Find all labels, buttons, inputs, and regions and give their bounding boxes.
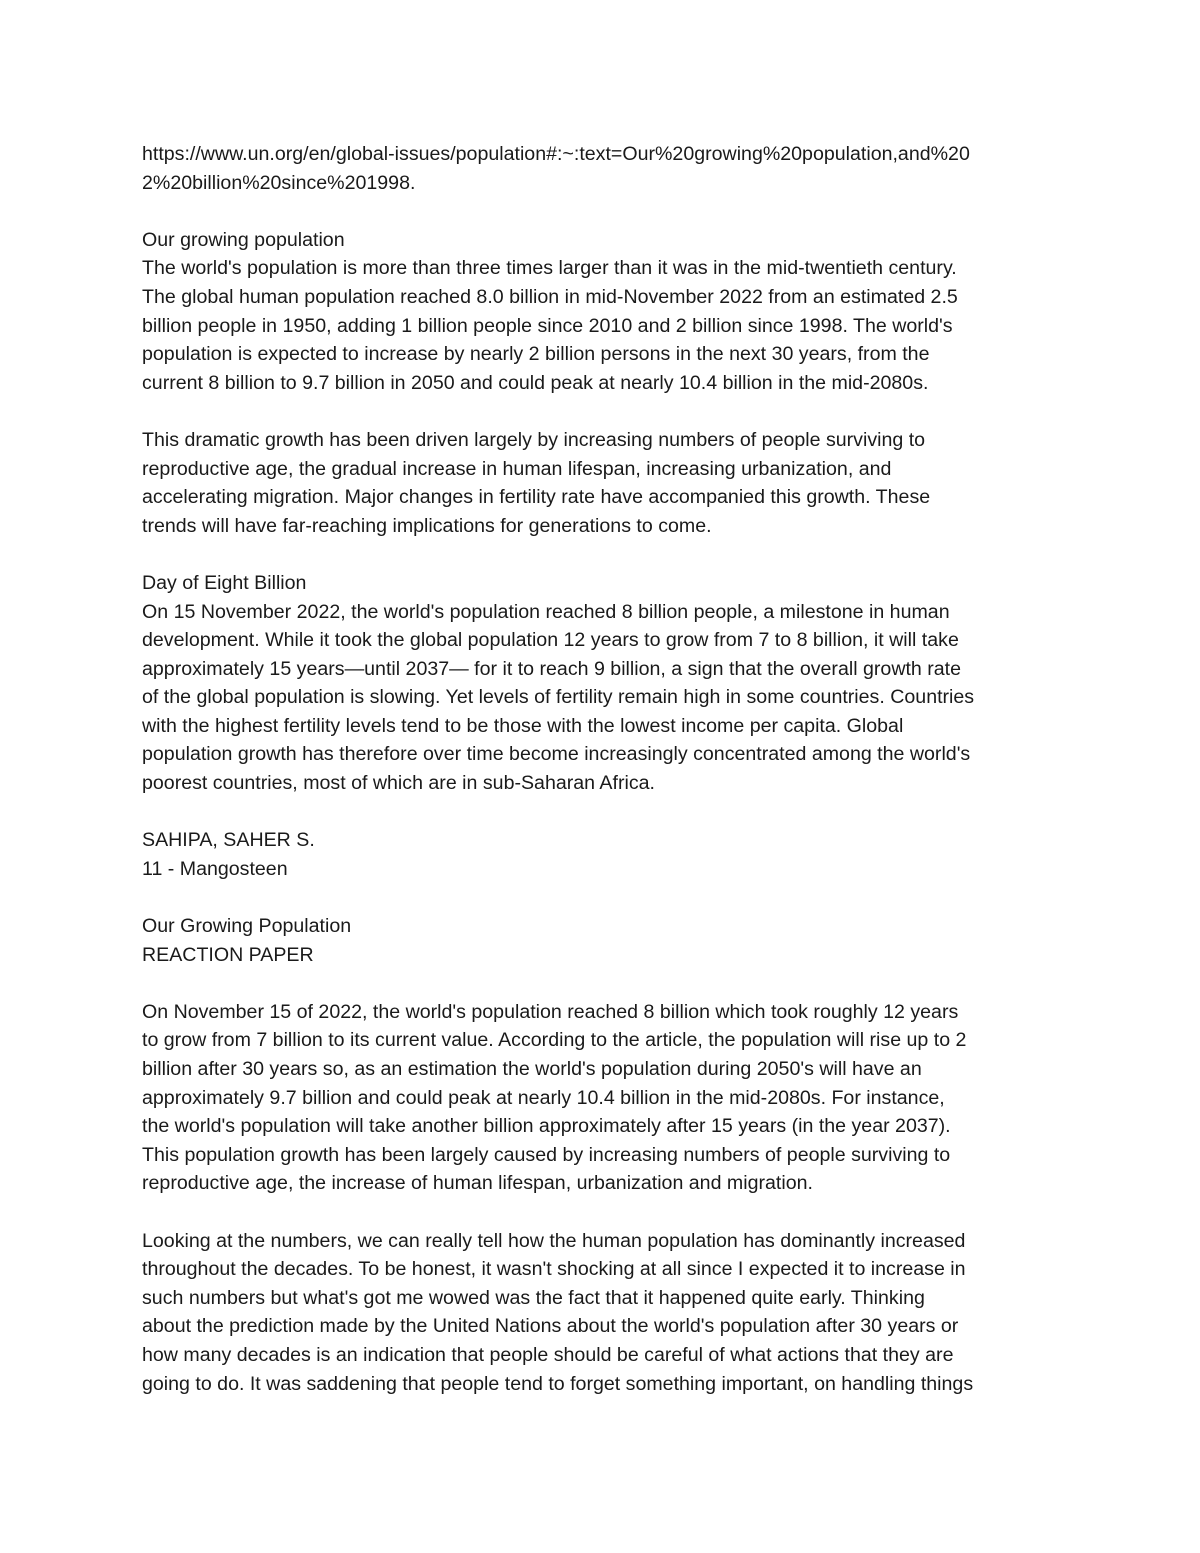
paragraph-gap xyxy=(142,397,1072,426)
text-line: On 15 November 2022, the world's population reached 8 billion people, a milestone in human xyxy=(142,600,950,623)
document-page xyxy=(142,140,1072,1398)
paragraph xyxy=(142,254,1072,397)
paragraph xyxy=(142,598,1072,798)
text-line: approximately 9.7 billion and could peak at nearly 10.4 billion in the mid-2080s. For instance, xyxy=(142,1086,945,1109)
author-section: 11 - Mangosteen xyxy=(142,857,288,880)
text-line: current 8 billion to 9.7 billion in 2050 and could peak at nearly 10.4 billion in the mid-2080s. xyxy=(142,371,929,394)
source-url-link[interactable] xyxy=(142,140,1072,197)
section-heading: Day of Eight Billion xyxy=(142,571,307,594)
section-heading: Our growing population xyxy=(142,228,345,251)
text-line: The global human population reached 8.0 billion in mid-November 2022 from an estimated 2.5 xyxy=(142,285,958,308)
paper-title: Our Growing Population xyxy=(142,915,352,938)
text-line: throughout the decades. To be honest, it wasn't shocking at all since I expected it to increase in xyxy=(142,1258,966,1281)
source-url-line: 2%20billion%20since%201998. xyxy=(142,171,416,194)
text-line: Looking at the numbers, we can really tell how the human population has dominantly increased xyxy=(142,1229,966,1252)
text-line: poorest countries, most of which are in sub-Saharan Africa. xyxy=(142,772,655,795)
text-line: This dramatic growth has been driven largely by increasing numbers of people surviving to xyxy=(142,428,926,451)
text-line: billion after 30 years so, as an estimation the world's population during 2050's will have an xyxy=(142,1058,922,1080)
text-line: the world's population will take another billion approximately after 15 years (in the year 2037). xyxy=(142,1115,951,1138)
text-line: reproductive age, the increase of human lifespan, urbanization and migration. xyxy=(142,1172,813,1195)
paragraph xyxy=(142,426,1072,540)
text-line: how many decades is an indication that people should be careful of what actions that they are xyxy=(142,1343,954,1366)
text-line: The world's population is more than three times larger than it was in the mid-twentieth century. xyxy=(142,257,957,280)
text-line: such numbers but what's got me wowed was the fact that it happened quite early. Thinking xyxy=(142,1286,925,1309)
paragraph-gap xyxy=(142,197,1072,226)
text-line: trends will have far-reaching implications for generations to come. xyxy=(142,514,712,537)
text-line: approximately 15 years—until 2037— for it to reach 9 billion, a sign that the overall growth rate xyxy=(142,657,962,680)
source-url-line: https://www.un.org/en/global-issues/population#:~:text=Our%20growing%20population,and%20 xyxy=(142,143,970,165)
paragraph-gap xyxy=(142,969,1072,998)
paragraph xyxy=(142,1227,1072,1399)
text-line: population growth has therefore over time become increasingly concentrated among the world's xyxy=(142,743,971,766)
text-line: with the highest fertility levels tend to be those with the lowest income per capita. Global xyxy=(142,714,904,737)
text-line: development. While it took the global population 12 years to grow from 7 to 8 billion, it will take xyxy=(142,629,959,652)
text-line: reproductive age, the gradual increase in human lifespan, increasing urbanization, and xyxy=(142,457,892,480)
text-line: This population growth has been largely caused by increasing numbers of people surviving to xyxy=(142,1143,951,1166)
text-line: going to do. It was saddening that people tend to forget something important, on handling things xyxy=(142,1372,974,1395)
paragraph-gap xyxy=(142,883,1072,912)
paragraph-gap xyxy=(142,540,1072,569)
text-line: accelerating migration. Major changes in fertility rate have accompanied this growth. These xyxy=(142,486,931,509)
paper-type: REACTION PAPER xyxy=(142,943,314,966)
paragraph xyxy=(142,998,1072,1198)
text-line: population is expected to increase by nearly 2 billion persons in the next 30 years, from the xyxy=(142,343,930,366)
text-line: of the global population is slowing. Yet levels of fertility remain high in some countries. Countries xyxy=(142,686,975,709)
paragraph-gap xyxy=(142,1198,1072,1227)
paragraph-gap xyxy=(142,798,1072,827)
text-line: about the prediction made by the United Nations about the world's population after 30 years or xyxy=(142,1315,959,1338)
text-line: to grow from 7 billion to its current value. According to the article, the population will rise up to 2 xyxy=(142,1029,967,1052)
text-line: billion people in 1950, adding 1 billion people since 2010 and 2 billion since 1998. The world's xyxy=(142,314,953,337)
text-line: On November 15 of 2022, the world's population reached 8 billion which took roughly 12 years xyxy=(142,1000,959,1023)
author-name: SAHIPA, SAHER S. xyxy=(142,829,315,852)
